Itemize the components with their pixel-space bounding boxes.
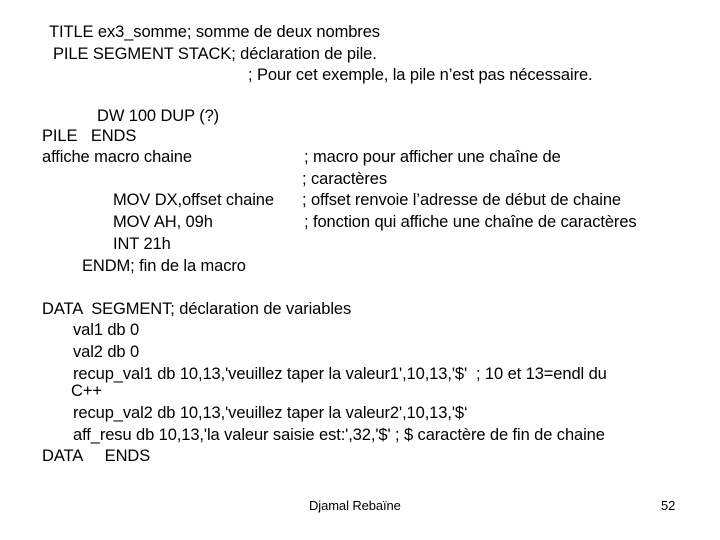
code-line-recup-val2: recup_val2 db 10,13,'veuillez taper la valeur2',10,13,'$‘ (73, 404, 468, 422)
code-line-pile-comment: ; Pour cet exemple, la pile n’est pas nécessaire. (248, 66, 593, 84)
code-comment-macro-1: ; macro pour afficher une chaîne de (304, 148, 561, 166)
code-line-pile-ends: PILE ENDS (42, 127, 137, 145)
code-line-val2: val2 db 0 (73, 343, 140, 361)
code-comment-mov-ah: ; fonction qui affiche une chaîne de caractères (304, 213, 637, 231)
code-line-title: TITLE ex3_somme; somme de deux nombres (49, 23, 380, 41)
code-line-dw: DW 100 DUP (?) (97, 107, 220, 125)
code-line-endm: ENDM; fin de la macro (82, 257, 246, 275)
code-line-recup-val1-continued: C++ (71, 382, 102, 400)
code-line-mov-dx: MOV DX,offset chaine (113, 191, 274, 209)
code-line-macro-declaration: affiche macro chaine (42, 148, 192, 166)
footer-author: Djamal Rebaïne (309, 498, 401, 513)
code-comment-mov-dx: ; offset renvoie l’adresse de début de chaine (302, 191, 621, 209)
code-line-aff-resu: aff_resu db 10,13,'la valeur saisie est:',32,'$' ; $ caractère de fin de chaine (73, 426, 605, 444)
code-line-int21: INT 21h (113, 235, 171, 253)
code-line-mov-ah: MOV AH, 09h (113, 213, 213, 231)
code-line-recup-val1: recup_val1 db 10,13,'veuillez taper la valeur1',10,13,'$' ; 10 et 13=endl du (73, 365, 607, 383)
code-line-data-segment: DATA SEGMENT; déclaration de variables (42, 300, 352, 318)
footer-page-number: 52 (661, 498, 676, 513)
code-comment-macro-2: ; caractères (302, 170, 387, 188)
code-line-data-ends: DATA ENDS (42, 447, 151, 465)
code-line-val1: val1 db 0 (73, 321, 140, 339)
code-line-pile-segment: PILE SEGMENT STACK; déclaration de pile. (53, 45, 377, 63)
